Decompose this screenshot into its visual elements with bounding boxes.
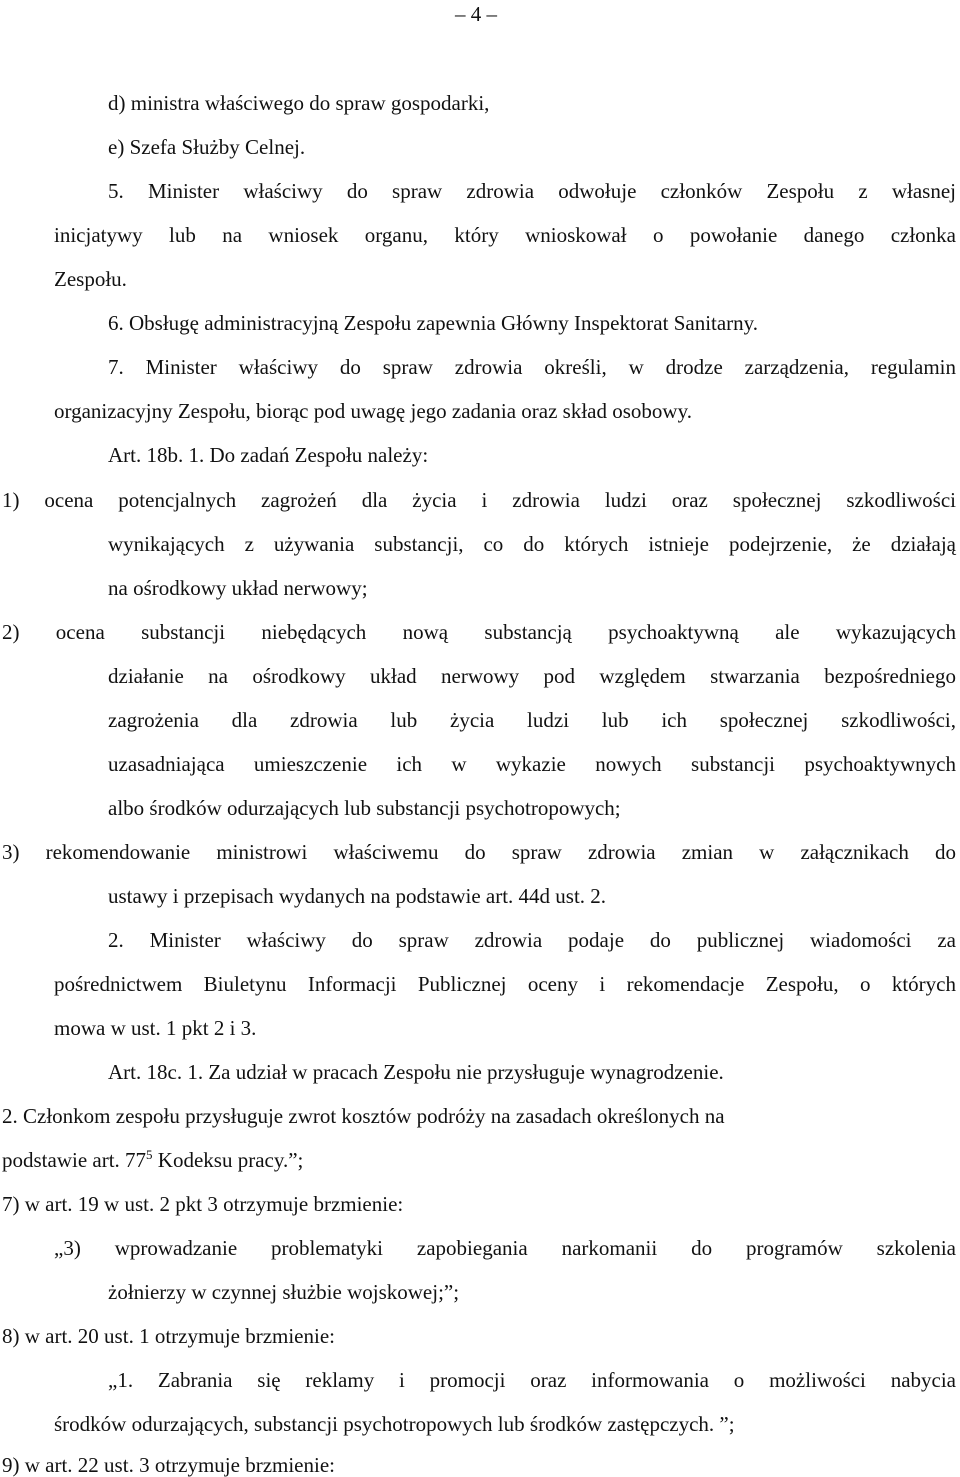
text-line: [2, 1147, 304, 1172]
text-line: 6. Obsługę administracyjną Zespołu zapewnia Główny Inspektorat Sanitarny.: [108, 311, 759, 335]
quoted-text: żołnierzy w czynnej służbie wojskowej;”;: [108, 1280, 460, 1304]
text-line: na ośrodkowy układ nerwowy;: [108, 576, 368, 600]
text-line: organizacyjny Zespołu, biorąc pod uwagę jego zadania oraz skład osobowy.: [54, 399, 692, 423]
text-line: mowa w ust. 1 pkt 2 i 3.: [54, 1016, 257, 1040]
text-line: zagrożenia dla zdrowia lub życia ludzi lub ich społecznej szkodliwości,: [108, 708, 956, 732]
quoted-text: „3) wprowadzanie problematyki zapobiegania narkomanii do programów szkolenia: [54, 1236, 956, 1260]
article-heading: Art. 18b. 1. Do zadań Zespołu należy:: [108, 443, 429, 467]
text-line: działanie na ośrodkowy układ nerwowy pod względem stwarzania bezpośredniego: [108, 664, 956, 688]
text-fragment: Kodeksu pracy.”;: [152, 1148, 304, 1172]
text-line: inicjatywy lub na wniosek organu, który wnioskował o powołanie danego członka: [54, 223, 956, 247]
amendment-item: 8) w art. 20 ust. 1 otrzymuje brzmienie:: [2, 1324, 335, 1348]
text-line: 5. Minister właściwy do spraw zdrowia odwołuje członków Zespołu z własnej: [108, 179, 956, 203]
quoted-text: środków odurzających, substancji psychotropowych lub środków zastępczych. ”;: [54, 1412, 735, 1436]
amendment-item: 9) w art. 22 ust. 3 otrzymuje brzmienie:: [2, 1453, 335, 1477]
article-heading: Art. 18c. 1. Za udział w pracach Zespołu nie przysługuje wynagrodzenie.: [108, 1060, 724, 1084]
list-item: 1) ocena potencjalnych zagrożeń dla życia i zdrowia ludzi oraz społecznej szkodliwości: [2, 488, 956, 512]
amendment-item: 7) w art. 19 w ust. 2 pkt 3 otrzymuje brzmienie:: [2, 1192, 404, 1216]
text-line: d) ministra właściwego do spraw gospodarki,: [108, 91, 490, 115]
text-line: pośrednictwem Biuletynu Informacji Publicznej oceny i rekomendacje Zespołu, o których: [54, 972, 956, 996]
list-item: 3) rekomendowanie ministrowi właściwemu do spraw zdrowia zmian w załącznikach do: [2, 840, 956, 864]
text-line: Zespołu.: [54, 267, 127, 291]
text-fragment: podstawie art. 77: [2, 1148, 147, 1172]
quoted-text: „1. Zabrania się reklamy i promocji oraz informowania o możliwości nabycia: [108, 1368, 956, 1392]
superscript: 5: [146, 1147, 153, 1162]
text-line: uzasadniająca umieszczenie ich w wykazie nowych substancji psychoaktywnych: [108, 752, 956, 776]
text-line: 7. Minister właściwy do spraw zdrowia określi, w drodze zarządzenia, regulamin: [108, 355, 956, 379]
text-line: ustawy i przepisach wydanych na podstawie art. 44d ust. 2.: [108, 884, 607, 908]
text-line: albo środków odurzających lub substancji psychotropowych;: [108, 796, 621, 820]
page-number: – 4 –: [455, 2, 497, 26]
text-line: wynikających z używania substancji, co do których istnieje podejrzenie, że działają: [108, 532, 956, 556]
list-item: 2) ocena substancji niebędących nową substancją psychoaktywną ale wykazujących: [2, 620, 956, 644]
text-line: 2. Członkom zespołu przysługuje zwrot kosztów podróży na zasadach określonych na: [2, 1104, 725, 1128]
text-line: 2. Minister właściwy do spraw zdrowia podaje do publicznej wiadomości za: [108, 928, 956, 952]
text-line: e) Szefa Służby Celnej.: [108, 135, 306, 159]
